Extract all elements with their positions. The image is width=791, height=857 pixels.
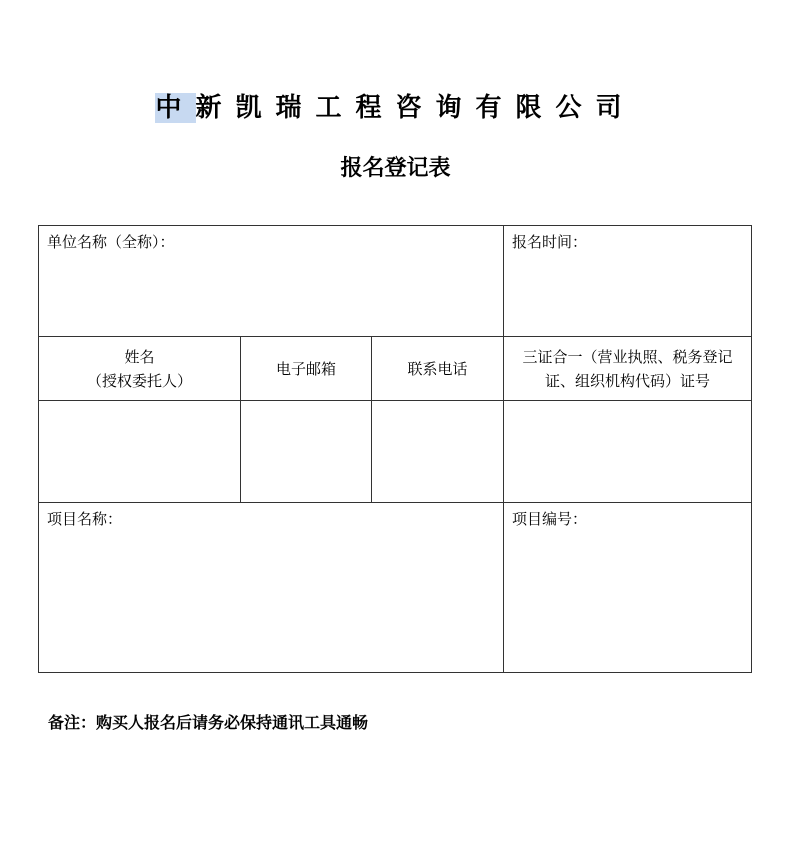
license-label-line1: 三证合一（营业执照、税务登记: [522, 347, 733, 366]
registration-table: [38, 225, 752, 673]
license-header-cell: [504, 337, 752, 401]
project-row: [39, 503, 752, 673]
unit-name-cell[interactable]: [39, 226, 504, 337]
company-name: [0, 88, 791, 128]
authorized-agent-label: （授权委托人）: [86, 371, 192, 390]
company-name-rest: 新凯瑞工程咨询有限公司: [195, 93, 636, 123]
unit-row: [39, 226, 752, 337]
email-header-cell: [241, 337, 372, 401]
registration-time-cell[interactable]: [504, 226, 752, 337]
license-input-cell[interactable]: [504, 401, 752, 503]
form-title: 报名登记表: [340, 155, 451, 181]
registration-time-label: 报名时间：: [512, 233, 588, 251]
footnote: 备注：购买人报名后请务必保持通讯工具通畅: [48, 713, 369, 732]
project-name-label: 项目名称：: [47, 510, 123, 528]
name-input-cell[interactable]: [39, 401, 241, 503]
name-label: 姓名: [124, 347, 155, 366]
name-header-cell: [39, 337, 241, 401]
email-input-cell[interactable]: [241, 401, 372, 503]
phone-header-cell: [372, 337, 504, 401]
email-label: 电子邮箱: [275, 359, 336, 378]
project-number-cell[interactable]: [504, 503, 752, 673]
phone-input-cell[interactable]: [372, 401, 504, 503]
project-name-cell[interactable]: [39, 503, 504, 673]
contact-entry-row: [39, 401, 752, 503]
company-name-first-char: 中: [155, 93, 196, 123]
project-number-label: 项目编号：: [512, 510, 588, 528]
license-label-line2: 证、组织机构代码）证号: [544, 371, 710, 390]
unit-name-label: 单位名称（全称）：: [47, 233, 175, 251]
phone-label: 联系电话: [407, 359, 468, 378]
contact-header-row: [39, 337, 752, 401]
